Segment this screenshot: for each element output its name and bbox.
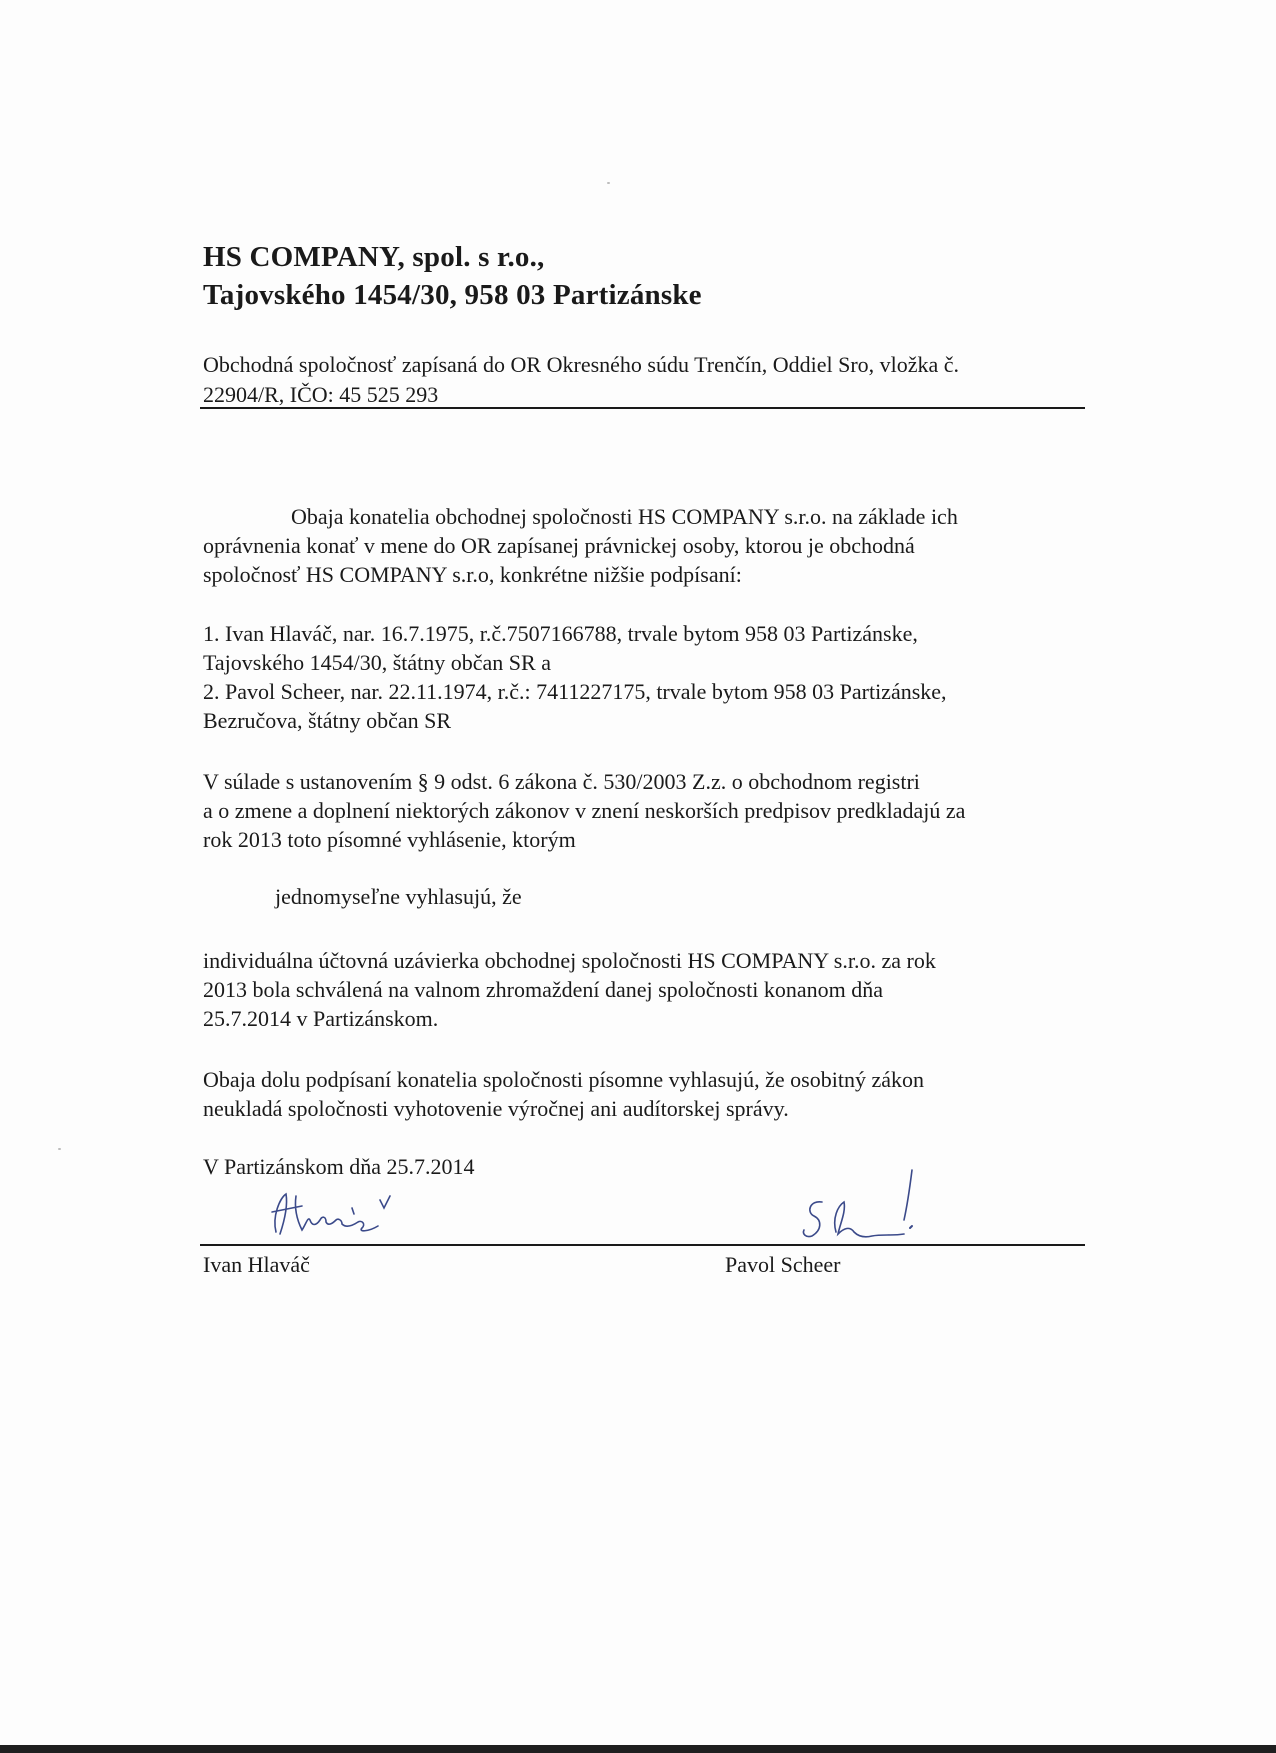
text-line: jednomyseľne vyhlasujú, že	[275, 884, 522, 909]
registry-line-1: Obchodná spoločnosť zapísaná do OR Okresného súdu Trenčín, Oddiel Sro, vložka č.	[203, 352, 960, 377]
auditor-paragraph	[203, 1065, 1083, 1123]
text-line: individuálna účtovná uzávierka obchodnej spoločnosti HS COMPANY s.r.o. za rok	[203, 948, 936, 973]
text-line: Obaja konatelia obchodnej spoločnosti HS COMPANY s.r.o. na základe ich	[291, 504, 958, 529]
text-line: neukladá spoločnosti vyhotovenie výročnej ani audítorskej správy.	[203, 1096, 789, 1121]
intro-paragraph	[203, 502, 1083, 589]
text-line: Tajovského 1454/30, štátny občan SR a	[203, 650, 551, 675]
scan-speck	[607, 182, 610, 184]
scan-speck	[58, 1148, 61, 1150]
text-line: a o zmene a doplnení niektorých zákonov v znení neskorších predpisov predkladajú za	[203, 798, 966, 823]
text-line: 25.7.2014 v Partizánskom.	[203, 1006, 439, 1031]
scan-bottom-edge	[0, 1745, 1276, 1753]
text-line: Obaja dolu podpísaní konatelia spoločnosti písomne vyhlasujú, že osobitný zákon	[203, 1067, 924, 1092]
result-paragraph	[203, 946, 1083, 1033]
text-line: 2013 bola schválená na valnom zhromaždení danej spoločnosti konanom dňa	[203, 977, 883, 1002]
text-line: V súlade s ustanovením § 9 odst. 6 zákona č. 530/2003 Z.z. o obchodnom registri	[203, 769, 920, 794]
company-address: Tajovského 1454/30, 958 03 Partizánske	[203, 279, 702, 311]
text-line: V Partizánskom dňa 25.7.2014	[203, 1154, 475, 1179]
registry-info	[203, 350, 1083, 410]
company-header	[203, 238, 702, 314]
text-line: 1. Ivan Hlaváč, nar. 16.7.1975, r.č.7507166788, trvale bytom 958 03 Partizánske,	[203, 621, 918, 646]
text-line: oprávnenia konať v mene do OR zapísanej právnickej osoby, ktorou je obchodná	[203, 533, 915, 558]
text-line: spoločnosť HS COMPANY s.r.o, konkrétne nižšie podpísaní:	[203, 562, 742, 587]
header-divider	[200, 407, 1085, 409]
signer-name-scheer: Pavol Scheer	[725, 1252, 841, 1277]
place-date	[203, 1152, 1083, 1181]
text-line: 2. Pavol Scheer, nar. 22.11.1974, r.č.: 7411227175, trvale bytom 958 03 Partizánske,	[203, 679, 947, 704]
company-name: HS COMPANY, spol. s r.o.,	[203, 241, 545, 273]
text-line: Bezručova, štátny občan SR	[203, 708, 452, 733]
signature-hlavac	[262, 1186, 412, 1244]
signature-line	[200, 1244, 1085, 1246]
law-paragraph	[203, 767, 1083, 854]
declaration-paragraph	[275, 882, 1155, 911]
persons-paragraph	[203, 619, 1083, 735]
signer-name-hlavac: Ivan Hlaváč	[203, 1252, 310, 1277]
registry-line-2: 22904/R, IČO: 45 525 293	[203, 382, 439, 407]
text-line: rok 2013 toto písomné vyhlásenie, ktorým	[203, 827, 576, 852]
